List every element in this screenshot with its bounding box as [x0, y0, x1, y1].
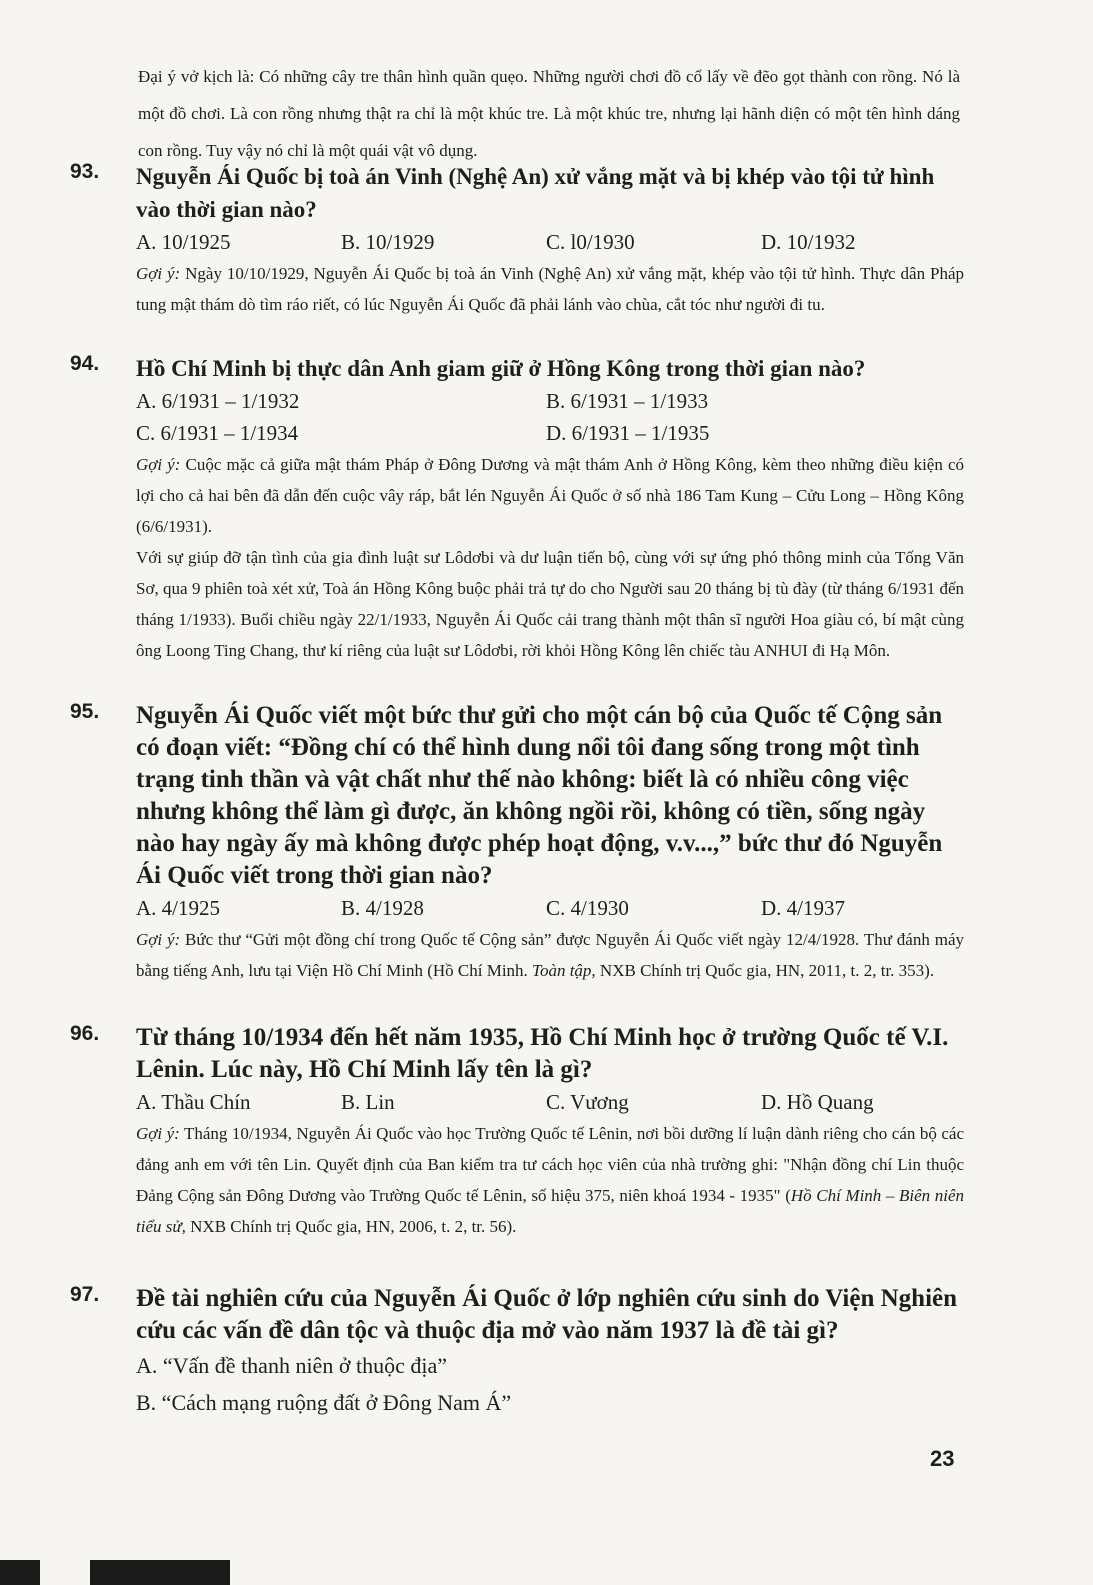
hint-citation: NXB Chính trị Quốc gia, HN, 2006, t. 2, tr. 56). [185, 1217, 517, 1236]
option-b: B. “Cách mạng ruộng đất ở Đông Nam Á” [136, 1390, 512, 1415]
hint-text: Ngày 10/10/1929, Nguyễn Ái Quốc bị toà án Vinh (Nghệ An) xử vắng mặt, khép vào tội tử hình. Thực dân Pháp tung mật thám dò tìm ráo riết, có lúc Nguyễn Ái Quốc đã phải lánh vào chùa, cắt tóc như người đi tu. [136, 264, 964, 314]
hint-label: Gợi ý: [136, 455, 181, 474]
question-text: Hồ Chí Minh bị thực dân Anh giam giữ ở Hồng Kông trong thời gian nào? [136, 356, 866, 381]
question-text: Nguyễn Ái Quốc viết một bức thư gửi cho một cán bộ của Quốc tế Cộng sản có đoạn viết: “Đồng chí có thể hình dung nổi tôi đang sống trong một tình trạng tinh thần và vật chất như thế nào không: biết là có nhiều công việc nhưng không thể làm gì được, ăn không ngồi rồi, không có tiền, sống ngày nào hay ngày ấy mà không được phép hoạt động, v.v...,” bức thư đó Nguyễn Ái Quốc viết trong thời gian nào? [136, 702, 943, 889]
question-97 [70, 1283, 964, 1421]
hint-text-continued: Với sự giúp đỡ tận tình của gia đình luật sư Lôdơbi và dư luận tiến bộ, cùng với sự ứng phó thông minh của Tống Văn Sơ, qua 9 phiên toà xét xử, Toà án Hồng Kông buộc phải trả tự do cho Người sau 20 tháng bị tù đày (từ tháng 6/1931 đến tháng 1/1933). Buổi chiều ngày 22/1/1933, Nguyễn Ái Quốc cải trang thành một thân sĩ người Hoa giàu có, bí mật cùng ông Loong Ting Chang, thư kí riêng của luật sư Lôdơbi, rời khỏi Hồng Kông lên chiếc tàu ANHUI đi Hạ Môn. [136, 548, 964, 660]
hint-text: Cuộc mặc cả giữa mật thám Pháp ở Đông Dương và mật thám Anh ở Hồng Kông, kèm theo những điều kiện có lợi cho cả hai bên đã dẫn đến cuộc vây ráp, bắt lén Nguyễn Ái Quốc ở số nhà 186 Tam Kung – Cửu Long – Hồng Kông (6/6/1931). [136, 455, 965, 536]
option-c: C. l0/1930 [546, 230, 635, 254]
hint-label: Gợi ý: [136, 1124, 180, 1143]
question-number: 94. [70, 352, 100, 375]
question-number: 97. [70, 1283, 100, 1306]
hint-text: Tháng 10/1934, Nguyễn Ái Quốc vào học Trường Quốc tế Lênin, nơi bồi dưỡng lí luận dành riêng cho cán bộ các đảng anh em với tên Lin. Quyết định của Ban kiểm tra tư cách học viên của nhà trường ghi: "Nhận đồng chí Lin thuộc Đảng Cộng sản Đông Dương vào Trường Quốc tế Lênin, số hiệu 375, niên khoá 1934 - 1935" ( [136, 1124, 964, 1205]
hint-label: Gợi ý: [136, 930, 181, 949]
scan-edge-shadow [0, 1560, 230, 1585]
answer-options [136, 1347, 964, 1421]
option-b: B. 6/1931 – 1/1933 [546, 389, 709, 413]
hint-book-title: Hồ Chí Minh – Biên niên tiểu sử, [136, 1186, 964, 1236]
option-b: B. 10/1929 [341, 230, 435, 254]
question-number: 95. [70, 700, 100, 723]
option-a: A. 10/1925 [136, 230, 231, 254]
answer-options [136, 226, 964, 258]
option-a: A. Thầu Chín [136, 1090, 251, 1114]
hint [136, 924, 964, 986]
option-c: C. 6/1931 – 1/1934 [136, 421, 299, 445]
question-text: Nguyễn Ái Quốc bị toà án Vinh (Nghệ An) xử vắng mặt và bị khép vào tội tử hình vào thời gian nào? [136, 164, 935, 222]
question-number: 93. [70, 160, 100, 183]
hint [136, 258, 964, 320]
page-number: 23 [930, 1446, 955, 1471]
hint-citation: NXB Chính trị Quốc gia, HN, 2011, t. 2, tr. 353). [595, 961, 935, 980]
question-93 [70, 160, 964, 320]
option-d: D. 10/1932 [761, 230, 856, 254]
question-94 [70, 352, 964, 666]
option-d: D. 4/1937 [761, 896, 845, 920]
question-96 [70, 1022, 964, 1242]
option-c: C. 4/1930 [546, 896, 629, 920]
hint [136, 1118, 964, 1242]
hint-label: Gợi ý: [136, 264, 181, 283]
option-a: A. 4/1925 [136, 896, 220, 920]
answer-options [136, 892, 964, 924]
option-c: C. Vương [546, 1090, 629, 1114]
hint-text: Bức thư “Gửi một đồng chí trong Quốc tế Cộng sản” được Nguyễn Ái Quốc viết ngày 12/4/1928. Thư đánh máy bằng tiếng Anh, lưu tại Viện Hồ Chí Minh (Hồ Chí Minh. [136, 930, 965, 980]
option-d: D. 6/1931 – 1/1935 [546, 421, 710, 445]
question-text: Từ tháng 10/1934 đến hết năm 1935, Hồ Chí Minh học ở trường Quốc tế V.I. Lênin. Lúc này, Hồ Chí Minh lấy tên là gì? [136, 1024, 949, 1083]
option-a: A. “Vấn đề thanh niên ở thuộc địa” [136, 1353, 447, 1378]
answer-options [136, 385, 964, 449]
option-b: B. Lin [341, 1090, 395, 1114]
hint-book-title: Toàn tập, [532, 961, 596, 980]
question-number: 96. [70, 1022, 100, 1045]
answer-options [136, 1086, 964, 1118]
question-95 [70, 700, 964, 986]
question-text: Đề tài nghiên cứu của Nguyễn Ái Quốc ở lớp nghiên cứu sinh do Viện Nghiên cứu các vấn đề dân tộc và thuộc địa mở vào năm 1937 là đề tài gì? [136, 1285, 958, 1344]
intro-paragraph: Đại ý vở kịch là: Có những cây tre thân hình quần quẹo. Những người chơi đồ cổ lấy về đẽo gọt thành con rồng. Nó là một đồ chơi. Là con rồng nhưng thật ra chỉ là một khúc tre. Là một khúc tre, nhưng lại hãnh diện có một tên hình dáng con rồng. Tuy vậy nó chỉ là một quái vật vô dụng. [138, 67, 960, 160]
hint [136, 449, 964, 666]
option-b: B. 4/1928 [341, 896, 424, 920]
option-a: A. 6/1931 – 1/1932 [136, 389, 300, 413]
option-d: D. Hồ Quang [761, 1090, 874, 1114]
